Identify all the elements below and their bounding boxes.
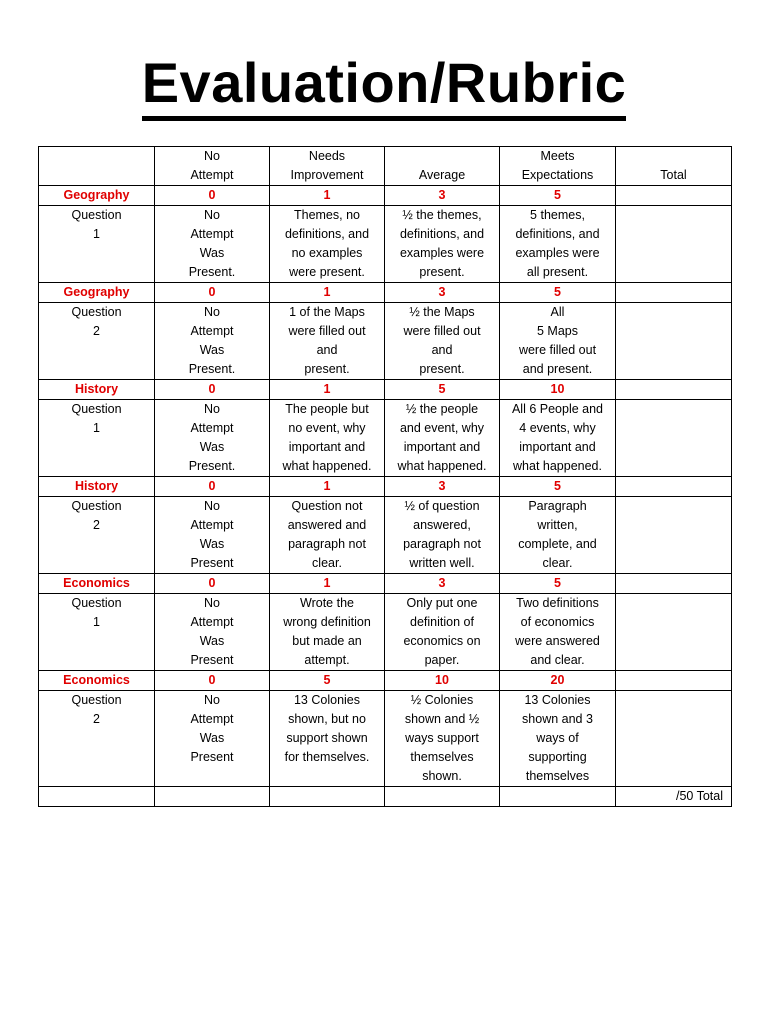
score-total-cell xyxy=(616,574,732,594)
question-label: Question 2 xyxy=(39,497,155,574)
question-label: Question 2 xyxy=(39,303,155,380)
score-value: 20 xyxy=(500,671,616,691)
score-value: 0 xyxy=(155,671,270,691)
criteria-cell: The people but no event, why important and what happened. xyxy=(270,400,385,477)
score-total-cell xyxy=(616,477,732,497)
score-value: 1 xyxy=(270,477,385,497)
header-row xyxy=(39,147,732,186)
question-label: Question 2 xyxy=(39,691,155,787)
total-input-cell xyxy=(616,206,732,283)
category-label: History xyxy=(39,477,155,497)
footer-blank-cell xyxy=(155,787,270,807)
score-value: 1 xyxy=(270,283,385,303)
criteria-cell: No Attempt Was Present xyxy=(155,691,270,787)
category-label: Geography xyxy=(39,283,155,303)
description-row xyxy=(39,594,732,671)
score-value: 1 xyxy=(270,380,385,400)
page-title xyxy=(0,50,768,116)
description-row xyxy=(39,303,732,380)
criteria-cell: Paragraph written, complete, and clear. xyxy=(500,497,616,574)
question-label: Question 1 xyxy=(39,594,155,671)
page-title-text: Evaluation/Rubric xyxy=(142,51,627,121)
description-row xyxy=(39,497,732,574)
score-total-cell xyxy=(616,283,732,303)
criteria-cell: All 6 People and 4 events, why important and what happened. xyxy=(500,400,616,477)
footer-row xyxy=(39,787,732,807)
footer-blank-cell xyxy=(500,787,616,807)
criteria-cell: Wrote the wrong definition but made an attempt. xyxy=(270,594,385,671)
header-cell-blank xyxy=(39,147,155,186)
score-row xyxy=(39,671,732,691)
description-row xyxy=(39,691,732,787)
criteria-cell: No Attempt Was Present. xyxy=(155,206,270,283)
criteria-cell: 5 themes, definitions, and examples were all present. xyxy=(500,206,616,283)
criteria-cell: ½ of question answered, paragraph not written well. xyxy=(385,497,500,574)
criteria-cell: No Attempt Was Present xyxy=(155,497,270,574)
criteria-cell: 13 Colonies shown, but no support shown for themselves. xyxy=(270,691,385,787)
header-cell-total: Total xyxy=(616,147,732,186)
total-input-cell xyxy=(616,691,732,787)
header-cell-meets-expectations: Meets Expectations xyxy=(500,147,616,186)
criteria-cell: Two definitions of economics were answered and clear. xyxy=(500,594,616,671)
criteria-cell: Themes, no definitions, and no examples were present. xyxy=(270,206,385,283)
score-row xyxy=(39,283,732,303)
score-value: 3 xyxy=(385,574,500,594)
criteria-cell: No Attempt Was Present xyxy=(155,594,270,671)
header-cell-needs-improvement: Needs Improvement xyxy=(270,147,385,186)
score-total-cell xyxy=(616,380,732,400)
grand-total-label: /50 Total xyxy=(616,787,732,807)
score-value: 3 xyxy=(385,477,500,497)
description-row xyxy=(39,400,732,477)
question-label: Question 1 xyxy=(39,400,155,477)
footer-blank-cell xyxy=(385,787,500,807)
score-row xyxy=(39,574,732,594)
total-input-cell xyxy=(616,303,732,380)
total-input-cell xyxy=(616,497,732,574)
score-row xyxy=(39,477,732,497)
score-value: 5 xyxy=(270,671,385,691)
criteria-cell: No Attempt Was Present. xyxy=(155,303,270,380)
criteria-cell: ½ Colonies shown and ½ ways support themselves shown. xyxy=(385,691,500,787)
score-value: 5 xyxy=(500,574,616,594)
score-value: 10 xyxy=(385,671,500,691)
score-row xyxy=(39,186,732,206)
category-label: Economics xyxy=(39,574,155,594)
criteria-cell: All 5 Maps were filled out and present. xyxy=(500,303,616,380)
category-label: Geography xyxy=(39,186,155,206)
description-row xyxy=(39,206,732,283)
score-value: 3 xyxy=(385,283,500,303)
score-total-cell xyxy=(616,186,732,206)
score-value: 1 xyxy=(270,186,385,206)
category-label: History xyxy=(39,380,155,400)
rubric-table xyxy=(38,146,732,807)
criteria-cell: 1 of the Maps were filled out and present. xyxy=(270,303,385,380)
header-cell-average: Average xyxy=(385,147,500,186)
rubric-body xyxy=(39,147,732,807)
criteria-cell: 13 Colonies shown and 3 ways of supporting themselves xyxy=(500,691,616,787)
category-label: Economics xyxy=(39,671,155,691)
score-value: 0 xyxy=(155,574,270,594)
score-value: 0 xyxy=(155,477,270,497)
total-input-cell xyxy=(616,400,732,477)
footer-blank-cell xyxy=(39,787,155,807)
criteria-cell: Only put one definition of economics on paper. xyxy=(385,594,500,671)
total-input-cell xyxy=(616,594,732,671)
criteria-cell: ½ the themes, definitions, and examples were present. xyxy=(385,206,500,283)
criteria-cell: No Attempt Was Present. xyxy=(155,400,270,477)
score-value: 0 xyxy=(155,380,270,400)
score-value: 10 xyxy=(500,380,616,400)
score-value: 5 xyxy=(500,477,616,497)
criteria-cell: Question not answered and paragraph not clear. xyxy=(270,497,385,574)
score-value: 1 xyxy=(270,574,385,594)
footer-blank-cell xyxy=(270,787,385,807)
score-value: 5 xyxy=(385,380,500,400)
criteria-cell: ½ the people and event, why important and what happened. xyxy=(385,400,500,477)
score-value: 0 xyxy=(155,283,270,303)
criteria-cell: ½ the Maps were filled out and present. xyxy=(385,303,500,380)
score-total-cell xyxy=(616,671,732,691)
question-label: Question 1 xyxy=(39,206,155,283)
score-value: 0 xyxy=(155,186,270,206)
score-row xyxy=(39,380,732,400)
score-value: 3 xyxy=(385,186,500,206)
header-cell-no-attempt: No Attempt xyxy=(155,147,270,186)
score-value: 5 xyxy=(500,186,616,206)
score-value: 5 xyxy=(500,283,616,303)
